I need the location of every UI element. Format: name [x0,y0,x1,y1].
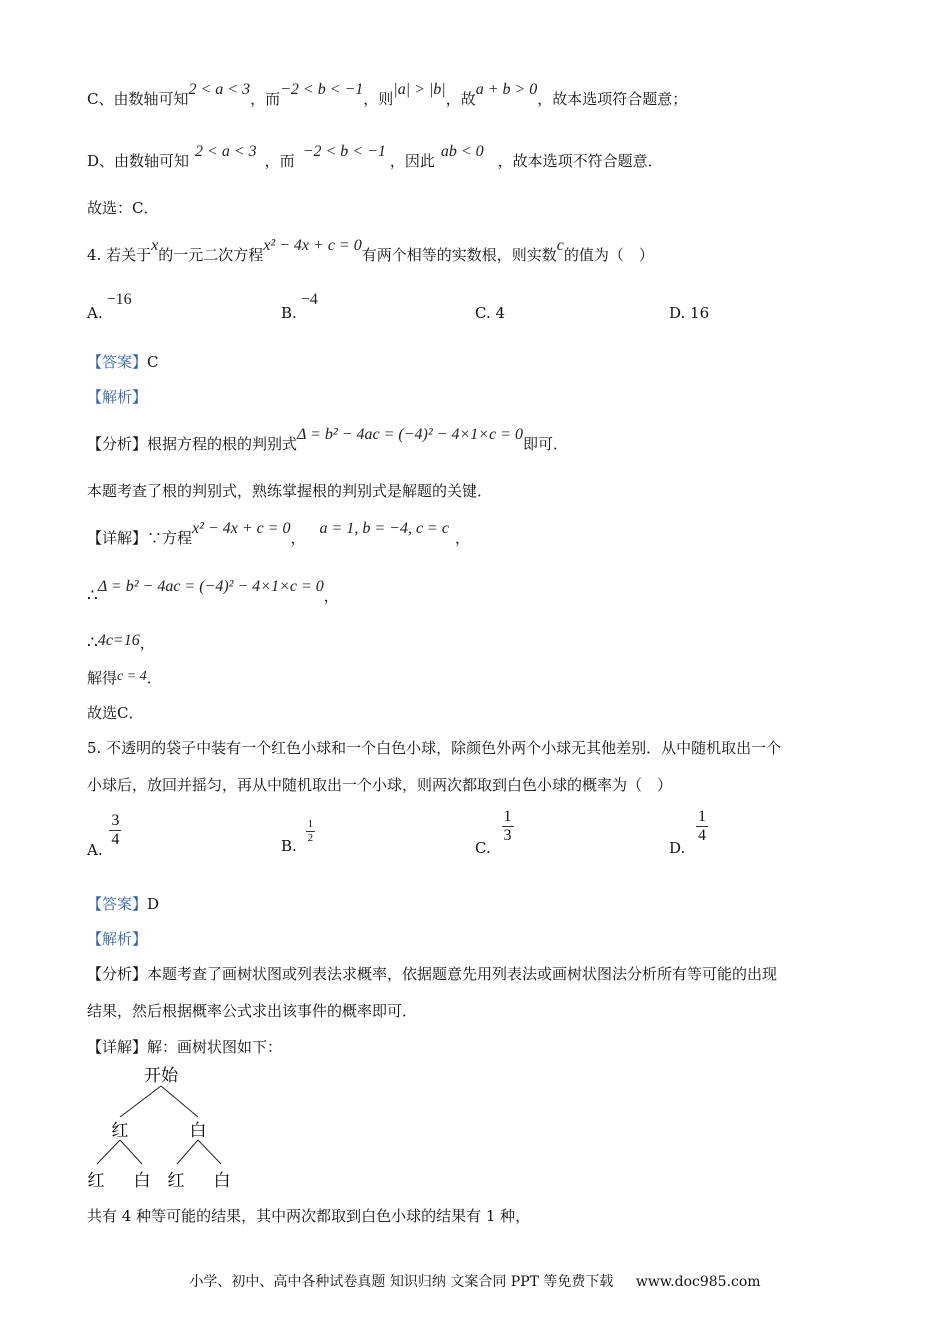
q4-option-d: D. 16 [669,304,710,322]
fraction [306,818,316,844]
tree-edge [177,1140,198,1164]
q4-stem [87,237,654,265]
q4-detail [87,520,470,548]
numerator: 1 [696,808,708,827]
numerator: 1 [502,808,514,827]
text-fragment: 解得 [87,669,118,687]
q4-jiexi-tag: 【解析】 [87,388,148,406]
tree-node-level2: 白 [213,1171,231,1191]
answer-tag: 【答案】 [87,353,148,371]
text-fragment: 根据方程的根的判别式 [147,435,298,453]
numerator: 1 [307,818,314,830]
math-equation: x² − 4x + c = 0 [263,237,362,254]
math-var-x: x [151,237,159,254]
q3-c-prefix: C、由数轴可知 [87,90,189,108]
answer-value: D [147,895,160,913]
q4-step1 [87,578,339,606]
q3-d-prefix: D、由数轴可知 [87,152,190,170]
text-fragment: ，故 [445,90,476,108]
denominator: 3 [503,827,512,845]
text-fragment: ， [290,529,306,547]
q3-conclusion: 故选：C． [87,199,159,217]
math-inequality-b: −2 < b < −1 [302,143,386,160]
text-fragment: 解：画树状图如下： [147,1038,283,1056]
fraction [696,808,708,846]
q5-result: 共有 4 种等可能的结果，其中两次都取到白色小球的结果有 1 种， [87,1207,531,1225]
q5-analysis-line1 [87,963,777,984]
text-fragment: 有两个相等的实数根，则实数 [361,246,557,264]
page-footer [0,1271,950,1291]
analysis-tag: 【分析】 [87,435,148,453]
tree-node-level2: 红 [167,1171,185,1191]
math-discriminant: Δ = b² − 4ac = (−4)² − 4×1×c = 0 [97,578,324,595]
tree-node-level2: 白 [133,1171,151,1191]
text-fragment: ， [454,529,470,547]
analysis-tag: 【分析】 [87,965,148,983]
text-fragment: ，则 [363,90,394,108]
text-fragment: 本题考查了画树状图或列表法求概率，依据题意先用列表法或画树状图法分析所有等可能的出现 [147,965,778,983]
text-fragment: ∵方程 [147,529,193,547]
numerator: 3 [109,812,121,831]
math-4c: 4c=16 [97,632,140,649]
fraction [109,812,121,850]
denominator: 4 [698,827,707,845]
q4-note: 本题考查了根的判别式，熟练掌握根的判别式是解题的关键． [87,482,493,500]
option-label: A. [87,840,103,859]
therefore-symbol: ∴ [87,633,98,653]
tree-edge [120,1086,161,1117]
q4-answer [87,351,159,372]
q4-analysis [87,426,568,454]
math-result: c = 4 [117,669,147,684]
math-inequality-a: 2 < a < 3 [195,143,257,160]
text-fragment: ． [146,669,162,687]
denominator: 4 [111,831,120,849]
q5-option-a [87,812,121,859]
math-inequality-a: 2 < a < 3 [188,81,251,98]
tree-node-level2: 红 [87,1171,105,1191]
option-label: D. [669,838,686,857]
q5-option-b [281,818,315,856]
tree-edge [161,1086,198,1117]
q4-conclusion: 故选C． [87,704,144,722]
q5-option-c [475,808,514,857]
q5-option-d [669,808,708,857]
q5-answer [87,893,159,914]
q4-option-b [281,291,318,323]
text-fragment: ，故本选项不符合题意． [497,152,663,170]
detail-tag: 【详解】 [87,1038,148,1056]
q5-stem-line1: 5. 不透明的袋子中装有一个红色小球和一个白色小球，除颜色外两个小球无其他差别．从中随机取出一个 [87,739,782,757]
math-var-c: c [556,237,564,254]
option-value: −16 [106,291,132,308]
answer-value: C [147,353,159,371]
math-equation: x² − 4x + c = 0 [192,520,291,537]
denominator: 2 [307,831,314,844]
math-sum: a + b > 0 [475,81,538,98]
text-fragment: ，因此 [389,152,435,170]
tree-node-level1: 红 [111,1121,129,1141]
option-label: B. [281,304,297,322]
text-fragment: ， [139,634,155,652]
tree-node-level1: 白 [189,1121,207,1141]
q4-option-a [87,291,132,323]
math-abs-compare: |a| > |b| [393,81,446,98]
q5-stem-line2: 小球后，放回并摇匀，再从中随机取出一个小球，则两次都取到白色小球的概率为（ ） [87,776,673,794]
tree-edge [97,1140,120,1164]
q5-jiexi-tag: 【解析】 [87,930,148,948]
q4-option-c: C. 4 [475,304,506,322]
tree-edge [120,1140,142,1164]
text-fragment: 的一元二次方程 [158,246,264,264]
fraction [502,808,514,846]
math-discriminant: Δ = b² − 4ac = (−4)² − 4×1×c = 0 [297,426,523,443]
text-fragment: 的值为（ ） [563,246,654,264]
probability-tree-diagram [80,1060,260,1195]
math-coefficients: a = 1, b = −4, c = c [319,520,449,537]
text-fragment: ，故本选项符合题意； [537,90,688,108]
q3-option-d-line [87,143,663,171]
q4-step3 [87,667,162,688]
footer-text: 小学、初中、高中各种试卷真题 知识归纳 文案合同 PPT 等免费下载 [189,1274,614,1290]
detail-tag: 【详解】 [87,529,148,547]
math-inequality-b: −2 < b < −1 [280,81,364,98]
answer-tag: 【答案】 [87,895,148,913]
q5-detail [87,1036,282,1057]
q5-analysis-line2: 结果，然后根据概率公式求出该事件的概率即可． [87,1002,418,1020]
option-value: −4 [300,291,318,308]
option-label: B. [281,837,297,856]
footer-url[interactable]: www.doc985.com [635,1274,761,1290]
q4-step2 [87,632,155,653]
text-fragment: ，而 [250,90,281,108]
option-label: C. [475,838,491,857]
q3-option-c-line [87,81,688,109]
tree-edge [198,1140,221,1164]
text-fragment: ， [323,587,339,605]
option-label: A. [87,304,103,322]
text-fragment: 即可． [522,435,568,453]
text-fragment: ，而 [264,152,295,170]
math-product: ab < 0 [440,143,484,160]
tree-root: 开始 [144,1066,178,1086]
therefore-symbol: ∴ [87,586,98,606]
text-fragment: 4. 若关于 [87,246,152,264]
